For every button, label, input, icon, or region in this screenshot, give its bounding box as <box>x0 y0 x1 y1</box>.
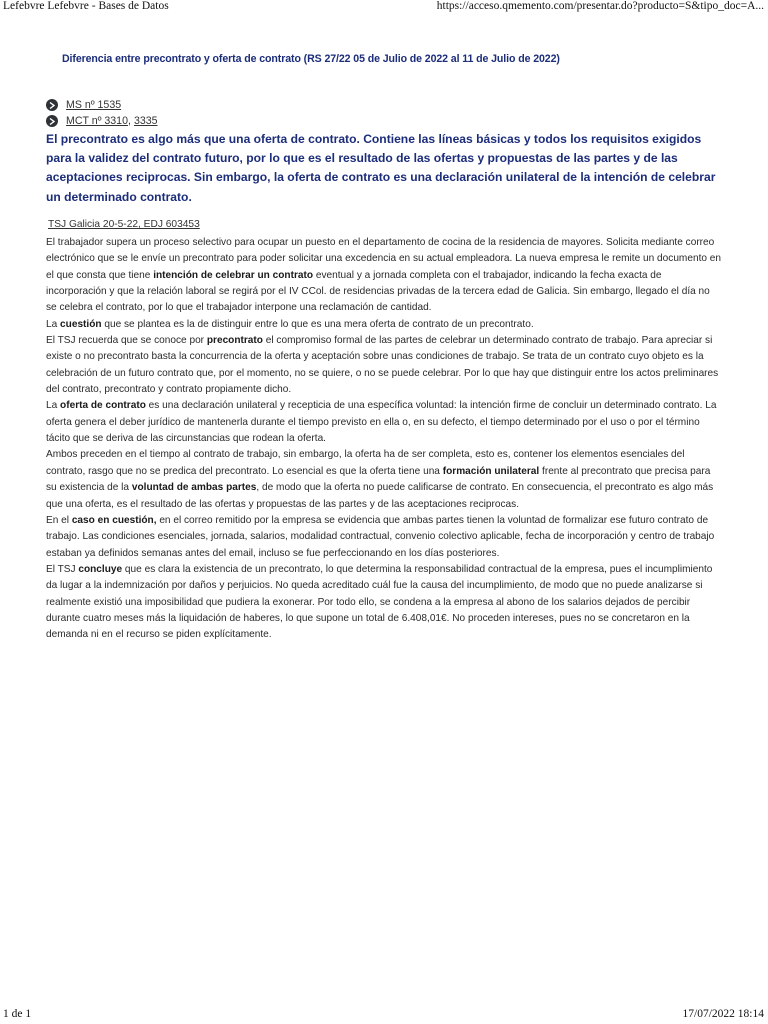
bold-term: oferta de contrato <box>60 400 146 412</box>
court-reference-link[interactable]: TSJ Galicia 20-5-22, EDJ 603453 <box>48 219 200 230</box>
print-header <box>0 0 768 16</box>
text-run: En el <box>46 514 72 526</box>
print-header-site: Lefebvre Lefebvre - Bases de Datos <box>3 0 169 12</box>
bold-term: formación unilateral <box>442 465 540 477</box>
reference-link-mct-extra[interactable]: 3335 <box>133 115 158 127</box>
text-run: en el correo remitido por la empresa se evidencia que ambas partes tienen la voluntad de formalizar ese futuro contrato de trabajo. Las condiciones esenciales, jornada, salarios, modalidad contractual, convenio colectivo aplicable, fecha de incorporación y centro de trabajo estaban ya definidos semanas antes del email, incluso se fue perfeccionando en los días posteriores. <box>46 514 715 559</box>
bold-term: precontrato <box>206 335 263 347</box>
body-paragraph <box>46 398 723 447</box>
text-run: es una declaración unilateral y recepticia de una específica voluntad: la intención firme de concluir un determinado contrato. La oferta genera el deber jurídico de mantenerla durante el tiempo previsto en ella o, en su defecto, el tiempo determinado por el uso o por el término tácito que se deriva de las circunstancias que rodean la oferta. <box>46 400 717 445</box>
text-run: El TSJ <box>46 563 79 575</box>
bold-term: voluntad de ambas partes <box>131 482 257 494</box>
page-count: 1 de 1 <box>3 1008 32 1020</box>
bold-term: intención de celebrar un contrato <box>153 269 314 281</box>
bold-term: concluye <box>78 563 123 575</box>
text-run: que es clara la existencia de un precontrato, lo que determina la responsabilidad contractual de la empresa, pues el incumplimiento da lugar a la indemnización por daños y perjuicios. No queda acreditado cuál fue la causa del incumplimiento, de modo que no puede analizarse si realmente existió una imposibilidad que pudiera la exonerar. Por todo ello, se condena a la empresa al abono de los salarios dejados de percibir durante cuatro meses más la liquidación de haberes, lo que supone un total de 6.408,01€. No proceden intereses, pues no se concretaron en la demanda ni en el recurso se piden explícitamente. <box>46 563 713 641</box>
body-paragraph <box>46 447 723 512</box>
text-run: El TSJ recuerda que se conoce por <box>46 335 207 347</box>
body-paragraph <box>46 317 723 333</box>
article-body <box>46 235 723 644</box>
print-footer <box>0 1008 768 1024</box>
print-timestamp: 17/07/2022 18:14 <box>682 1008 764 1020</box>
chevron-right-circle-icon <box>46 115 58 127</box>
text-run: El trabajador supera un proceso selectivo para ocupar un puesto en el departamento de cocina de la residencia de mayores. Solicita mediante correo electrónico que se le envíe un precontrato para poder solicitar una excedencia en su actual empleadora. La nueva empresa le remite un documento en el que consta que tiene <box>46 237 722 281</box>
bold-term: caso en cuestión, <box>71 514 157 526</box>
reference-separator: , <box>127 115 131 127</box>
text-run: Ambos preceden en el tiempo al contrato de trabajo, sin embargo, la oferta ha de ser completa, esto es, contener los elementos esenciales del contrato, rasgo que no se predica del precontrato. Lo esencial es que la oferta tiene una <box>46 449 685 477</box>
reference-list <box>46 97 158 129</box>
reference-item-ms <box>46 97 158 113</box>
print-header-url: https://acceso.qmemento.com/presentar.do?producto=S&tipo_doc=A... <box>436 0 764 12</box>
body-paragraph <box>46 333 723 398</box>
text-run: frente al precontrato que precisa para su existencia de la <box>46 465 711 494</box>
chevron-right-circle-icon <box>46 99 58 111</box>
reference-link-ms[interactable]: MS nº 1535 <box>66 99 122 111</box>
body-paragraph <box>46 235 723 317</box>
reference-item-mct <box>46 113 158 129</box>
body-paragraph <box>46 562 723 644</box>
text-run: , de modo que la oferta no puede calificarse de contrato. En consecuencia, el precontrato es algo más que una oferta, es el resultado de las ofertas y propuestas de las partes y de las aceptaciones reciprocas. <box>46 482 714 510</box>
body-paragraph <box>46 513 723 562</box>
reference-link-mct[interactable]: MCT nº 3310 <box>66 115 128 127</box>
text-run: el compromiso formal de las partes de celebrar un determinado contrato de trabajo. Para apreciar si existe o no precontrato basta la concurrencia de la oferta y aceptación sobre unas condiciones de trabajo. Se trata de un contrato cuyo objeto es la celebración de un futuro contrato que, por el momento, no se quiere, o no se puede celebrar. Por lo que hay que distinguir entre los actos preliminares del contrato, precontrato y contrato propiamente dicho. <box>46 335 719 396</box>
text-run: La <box>46 400 61 412</box>
document-title: Diferencia entre precontrato y oferta de contrato (RS 27/22 05 de Julio de 2022 al 11 de Julio de 2022) <box>62 53 560 65</box>
bold-term: cuestión <box>60 318 102 330</box>
summary-heading: El precontrato es algo más que una oferta de contrato. Contiene las líneas básicas y todos los requisitos exigidos para la validez del contrato futuro, por lo que es el resultado de las ofertas y propuestas de las partes y de las aceptaciones reciprocas. Sin embargo, la oferta de contrato es una declaración unilateral de la intención de celebrar un determinado contrato. <box>46 132 716 204</box>
text-run: que se plantea es la de distinguir entre lo que es una mera oferta de contrato de un precontrato. <box>101 318 534 330</box>
text-run: La <box>46 318 61 330</box>
text-run: eventual y a jornada completa con el trabajador, indicando la fecha exacta de incorporación y que la relación laboral se regirá por el IV CCol. de residencias privadas de la tercera edad de Galicia. Sin embargo, llegado el día no se celebra el contrato, por lo que el trabajador interpone una reclamación de cantidad. <box>46 269 710 314</box>
